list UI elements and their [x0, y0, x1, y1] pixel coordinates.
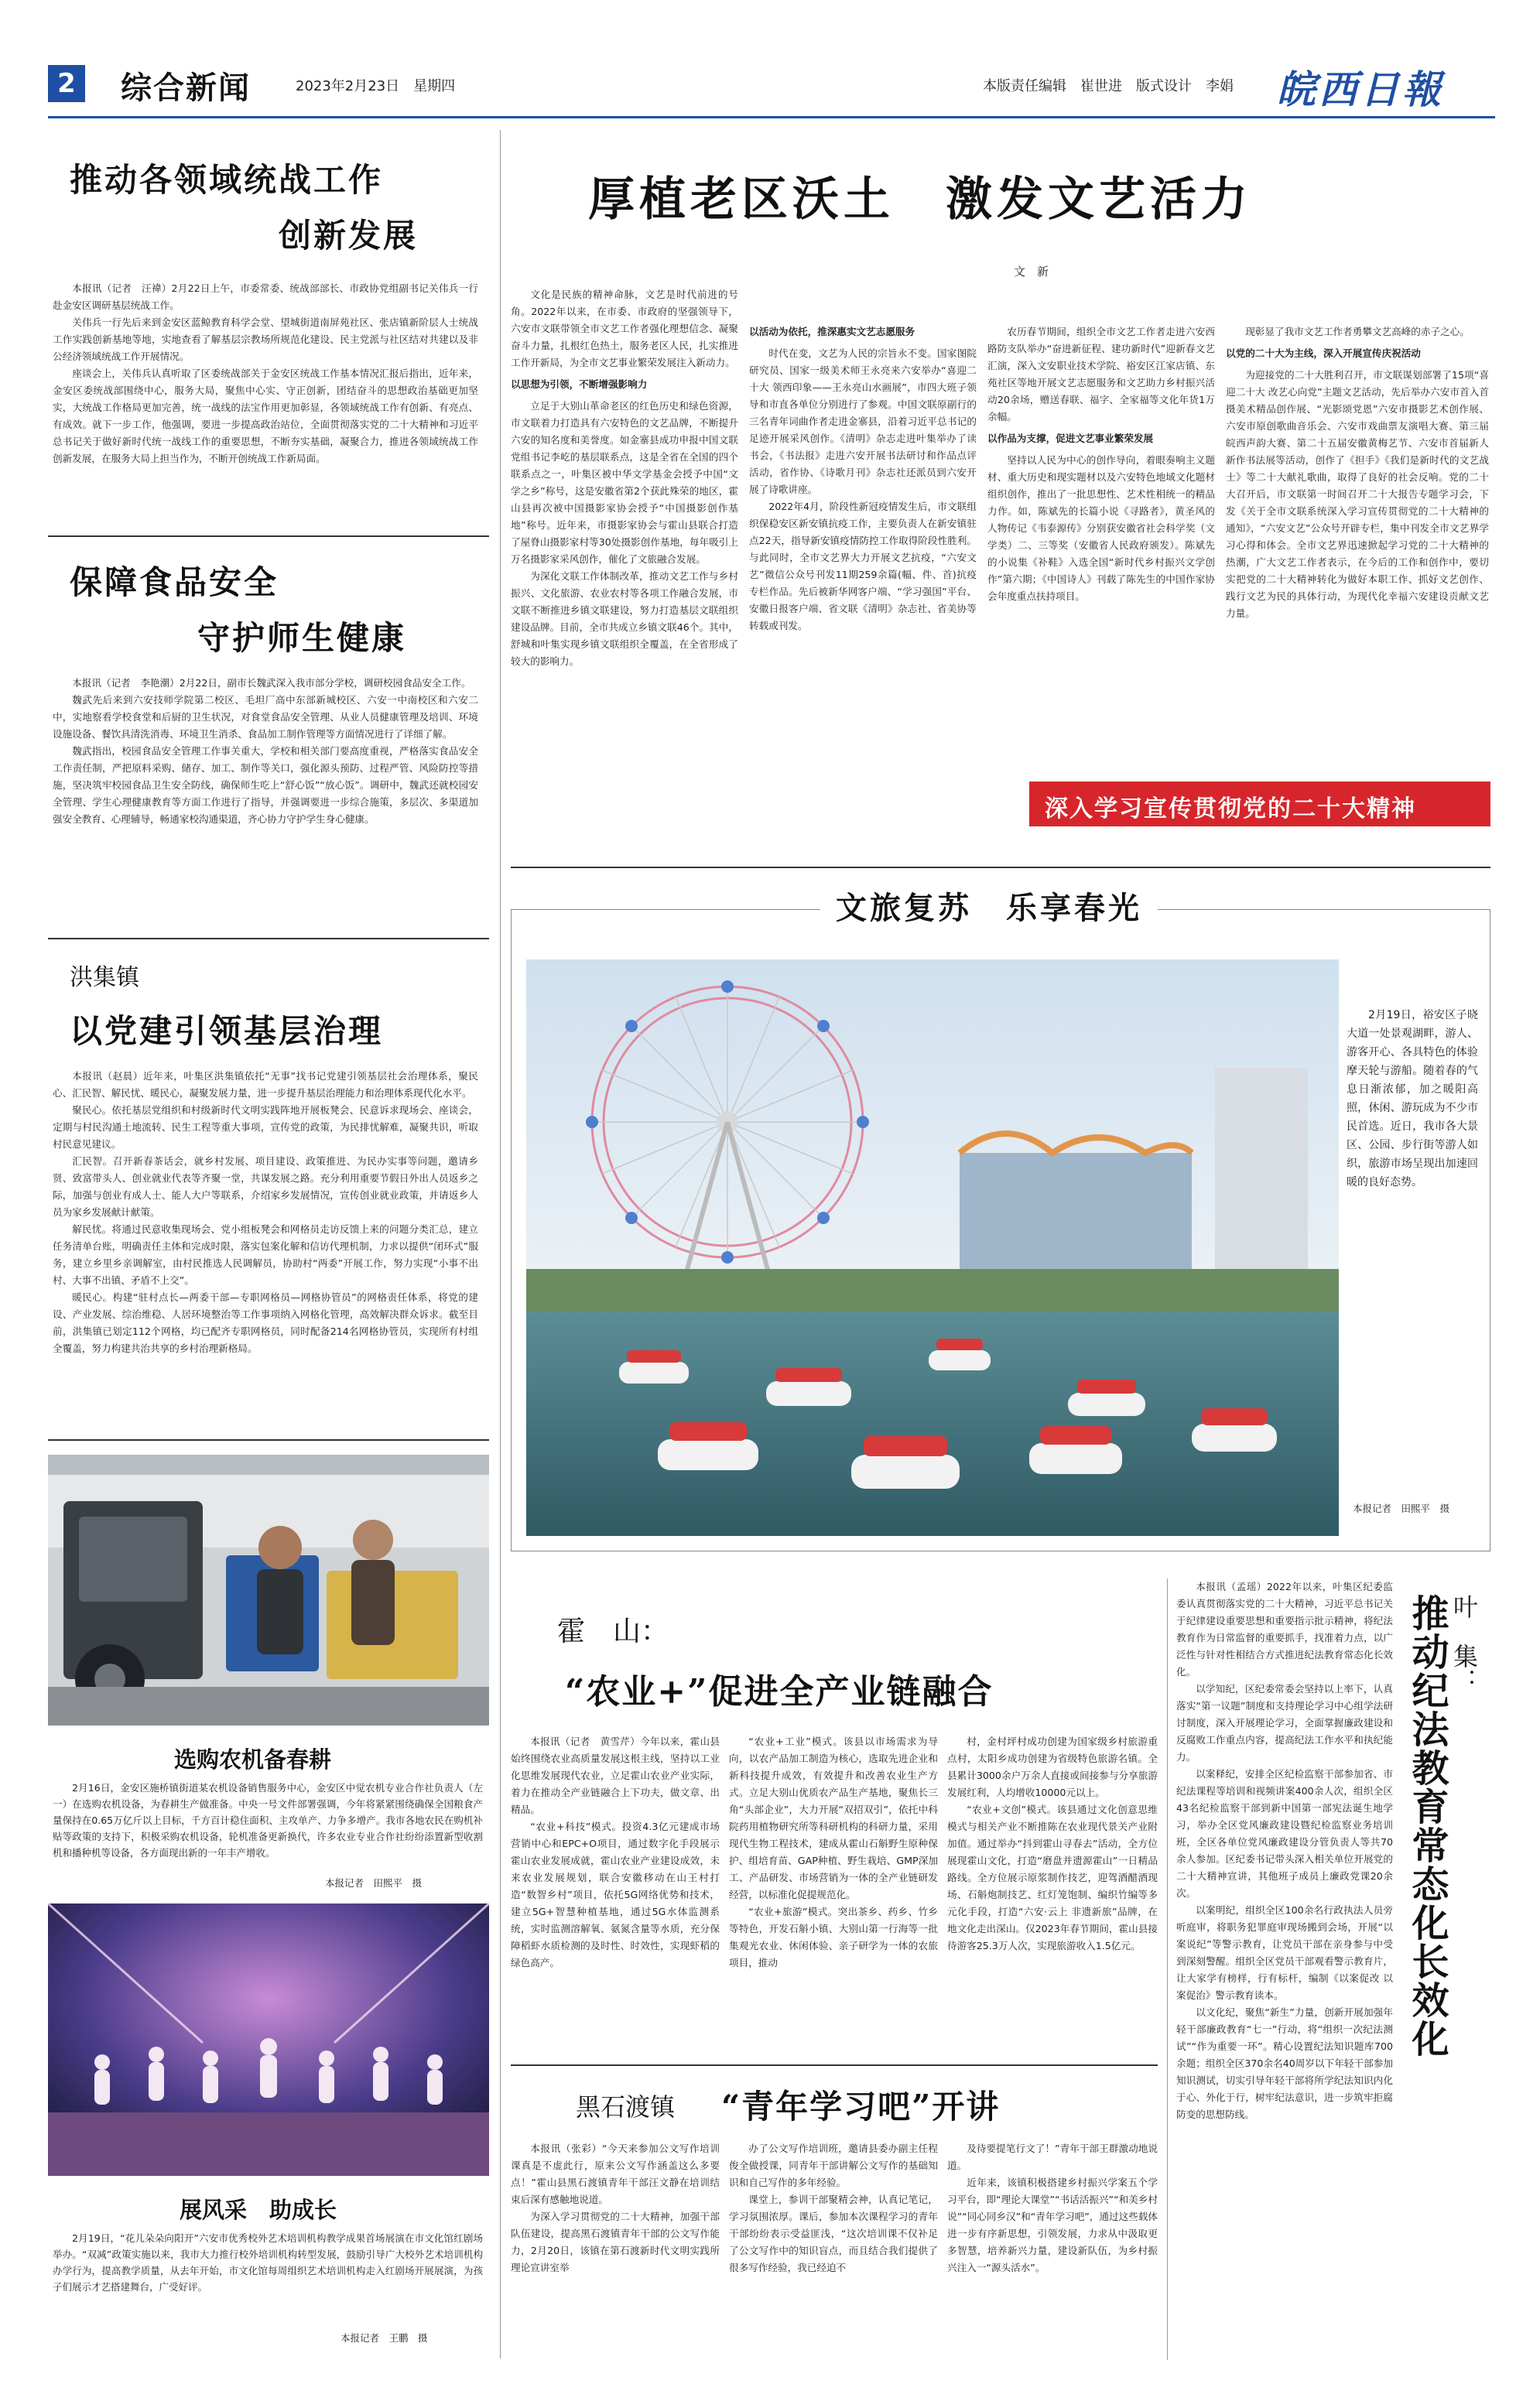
article-column-1: [511, 1733, 720, 2051]
paragraph: 本报讯（记者 李艳潮）2月22日，副市长魏武深入我市部分学校，调研校园食品安全工作。: [72, 677, 471, 689]
divider: [511, 867, 1490, 868]
paragraph: 文化是民族的精神命脉，文艺是时代前进的号角。2022年以来，在市委、市政府的坚强领导下，六安市文联带领全市文艺工作者强化理想信念、凝聚奋斗力量，扎根红色热土，服务老区人民，扎实推进工作开新局，为全市文艺事业繁荣发展注入新动力。: [511, 289, 738, 368]
photo-caption: 2月19日，“花儿朵朵向阳开”六安市优秀校外艺术培训机构教学成果首场展演在市文化馆红剧场举办。“双减”政策实施以来，我市大力推行校外培训机构转型发展，鼓励引导广大校外艺术培训机构办学行为，提高教学质量，从去年开始，市文化馆每周组织艺术培训机构走入红剧场开展展演，为孩子们展示才艺搭建舞台，广受好评。: [53, 2232, 483, 2293]
article-body: [53, 675, 478, 930]
photo-image: [48, 1903, 489, 2176]
page-editors: 本版责任编辑 崔世进 版式设计 李娟: [983, 78, 1234, 94]
article-column-3: [947, 1733, 1158, 2051]
farm-machinery-photo: [48, 1455, 489, 1726]
feature-title: 厚植老区沃土 激发文艺活力: [588, 173, 1252, 227]
feature-subhead: 以活动为依托，推深惠实文艺志愿服务: [749, 326, 915, 337]
feature-column-4: [1226, 323, 1489, 772]
paragraph: 关伟兵一行先后来到金安区蓝鲸教育科学会堂、望城街道南屏苑社区、张店镇新阶层人士统战工作实践创新基地等地，实地查看了解基层宗教场所规范化建设、民主党派与社区结对共建以及非公经济领域统战工作开展情况。: [53, 316, 478, 362]
paragraph: 本报讯（记者 黄雪芹）今年以来，霍山县始终围绕农业高质量发展这根主线，坚持以工业化思维发展现代农业，立足霍山农业产业实际，着力在推动全产业链融合上下功夫，做文章、出精品。: [511, 1736, 720, 1815]
ferris-wheel-photo: [526, 959, 1339, 1536]
paragraph: 为深化文联工作体制改革，推动文艺工作与乡村振兴、文化旅游、农业农村等各项工作融合发展，市文联不断推进乡镇文联建设，努力打造基层文联组织建设品牌。目前，全市共成立乡镇文联46个。其中，舒城和叶集实现乡镇文联组织全覆盖，在全省形成了较大的影响力。: [511, 570, 738, 667]
paragraph: 本报讯（赵晨）近年来，叶集区洪集镇依托“无事”找书记党建引领基层社会治理体系，聚民心、汇民智、解民忧、暖民心，凝聚发展力量，进一步提升基层治理能力和治理体系现代化水平。: [53, 1070, 478, 1099]
feature-column-3: [987, 323, 1215, 859]
paragraph: 2022年4月，阶段性新冠疫情发生后，市文联组织保稳安区新安镇抗疫工作，主要负责人在新安镇驻点22天，指导新安镇疫情防控工作取得阶段性胜利。与此同时，全市文艺界大力开展文艺抗疫，“六安文艺”微信公众号刊发11期259余篇(幅、件、首)抗疫专栏作品。先后被新华网客户端、“学习强国”平台、安徽日报客户端、省文联《清明》杂志社、省美协等转载或刊发。: [749, 501, 977, 631]
photo-title: 选购农机备春耕: [174, 1746, 332, 1773]
paragraph: 聚民心。依托基层党组织和村级新时代文明实践阵地开展板凳会、民意诉求现场会、座谈会，定期与村民沟通土地流转、民生工程等重大事项，宣传党的政策，为民排忧解难，凝聚共识，听取村民意见建议。: [53, 1104, 478, 1150]
divider: [48, 1439, 489, 1441]
paragraph: 立足于大别山革命老区的红色历史和绿色资源，市文联着力打造具有六安特色的文艺品牌，不断提升六安的知名度和美誉度。如金寨县成功申报中国文联党组书记李屹的基层联系点，这是全省在全国的四个联系点之一，叶集区被中华文学基金会授予中国“文学之乡”称号，这是安徽省第2个获此殊荣的地区，霍山县再次被中国摄影家协会授予“中国摄影创作基地”称号。近年来，市摄影家协会与霍山县联合打造了屋脊山摄影家村等30处摄影创作基地，每年吸引上万名摄影家采风创作，催化了文旅融合发展。: [511, 400, 738, 565]
column-divider: [1167, 1579, 1168, 2360]
article-body: [53, 1068, 478, 1425]
paragraph: 村，金村坪村成功创建为国家级乡村旅游重点村，太阳乡成功创建为省级特色旅游名镇。全县累计3000余户万余人直接或间接参与分享旅游发展红利，人均增收10000元以上。: [947, 1736, 1158, 1798]
photo-title: 展风采 助成长: [180, 2197, 337, 2223]
paragraph: 近年来，该镇积极搭建乡村振兴学案五个学习平台，即“理论大课堂”“书话活振兴”“和美乡村说”“同心同乡汉”和“青年学习吧”，通过这些载体进一步有序新思想，引领发展，力求从中汲取更多智慧，培养新兴力量，建设新队伍，为乡村振兴注入一“源头活水”。: [947, 2177, 1158, 2273]
feature-column-2: [749, 323, 977, 859]
paragraph: 座谈会上，关伟兵认真听取了区委统战部关于金安区统战工作基本情况汇报后指出，近年来，金安区委统战部围绕中心，服务大局，聚焦中心实、守正创新，团结奋斗的思想政治基础更加坚实，大统战工作格局更加完善，统一战线的法宝作用更加彰显，各领域统战工作有创新、有亮点、有成效。就下一步工作，他强调，要进一步提高政治站位，全面贯彻落实党的二十大精神和习近平总书记关于做好新时代统一战线工作的重要思想，不断夯实基础，凝聚合力，推进各领域统战工作创新发展，在服务大局上担当作为，不断开创统战工作新局面。: [53, 368, 478, 464]
photo-image: [48, 1455, 489, 1726]
photo-caption: 2月19日，裕安区子晓大道一处景观湖畔，游人、游客开心、各具特色的体验摩天轮与游船。随着春的气息日渐浓郁，加之暖阳高照，休闲、游玩成为不少市民首选。近日，我市各大景区、公园、步行街等游人如织，旅游市场呈现出加速回暖的良好态势。: [1347, 1009, 1478, 1189]
article-title: “青年学习吧”开讲: [721, 2088, 1001, 2126]
paragraph: 为迎接党的二十大胜利召开，市文联谋划部署了15项“喜迎二十大 改艺心向党”主题文艺活动，先后举办六安市首入首摄美术精品创作展、“光影颂党恩”六安市摄影艺术创作展、六安市原创歌曲音乐会、六安市戏曲票友演唱大赛、第三届皖西声韵大赛、第二十五届安徽黄梅艺节、六安市首届新人新作书法展等活动，创作了《担手》《我们是新时代的文艺战士》等二十大献礼歌曲，取得了良好的社会反响。党的二十大召开后，市文联第一时间召开二十大报告专题学习会，下发《关于全市文联系统深入学习宣传贯彻党的二十大精神的通知》，“六安文艺”公众号开辟专栏，集中刊发全市文艺界学习心得和体会。全市文艺界迅速掀起学习党的二十大精神的热潮，广大文艺工作者表示，在今后的工作和创作中，要切实把党的二十大精神转化为做好本职工作、抓好文艺创作、践行文艺为民的具体行动，为现代化幸福六安建设贡献文艺力量。: [1226, 369, 1489, 619]
feature-column-1: [511, 286, 738, 859]
column-divider: [500, 130, 501, 2358]
paragraph: 汇民智。召开新春茶话会，就乡村发展、项目建设、政策推进、为民办实事等问题，邀请乡贤、致富带头人、创业就业代表等齐聚一堂，共谋发展之路。充分利用重要节假日外出人员返乡之际，加强与创业有成人士、能人大户等联系，介绍家乡发展情况，宣传创业就业政策，并请返乡人员为家乡发展献计献策。: [53, 1155, 478, 1218]
photo-credit: 本报记者 王鹏 摄: [341, 2332, 428, 2344]
paragraph: “农业+工业”模式。该县以市场需求为导向，以农产品加工制造为核心，选取先进企业和新科技提升成效，有效提升和改善农业生产方式。立足大别山优质农产品生产基地，聚焦长三角“头部企业”，大力开展“双招双引”，依托中科院药用植物研究所等科研机构的科研力量，采用现代生物工程技术，建成从霍山石斛野生原种保护、组培育苗、GAP种植、野生栽培、GMP深加工、产品研发、市场营销为一体的全产业链研发经营，以标准化促提规范化。: [729, 1736, 938, 1900]
article-kicker: 霍 山：: [557, 1616, 669, 1647]
feature-subhead: 以党的二十大为主线，深入开展宣传庆祝活动: [1226, 347, 1421, 359]
paragraph: 时代在变，文艺为人民的宗旨永不变。国家图院研究员、国家一级美术师王永亮来六安举办“喜迎二十大 领西印象——王永亮山水画展”，市四大班子领导和市直各单位分别进行了参观。中国文联原副行的三名青年词曲作者走进金寨县，沿着习近平总书记的足迹开展采风创作。《清明》杂志走进叶集举办了读书会，《书法报》走进六安开展书法研讨和作品点评活动，省作协、《诗歌月刊》杂志社还派员到六安开展了诗歌讲座。: [749, 347, 977, 495]
section-title: 综合新闻: [121, 70, 251, 106]
photo-caption: 2月16日，金安区施桥镇街道某农机设备销售服务中心，金安区中觉农机专业合作社负责人（左一）在选购农机设备，为春耕生产做准备。中央一号文件部署强调，今年将紧紧围绕确保全国粮食产量保持在0.65万亿斤以上目标，千方百计稳住面积、主攻单产、力争多增产。我市各地农民在购机补贴等政策的支持下，积极采购农机设备，轮机准备更新换代，许多农业专业合作社纷纷添置新型收割机和播种机等设备，各方面现出新的一年丰产增收。: [53, 1782, 483, 1859]
paragraph: 坚持以人民为中心的创作导向，着眼奏响主义题材、重大历史和现实题材以及六安特色地域文化题材组织创作，推出了一批思想性、艺术性相统一的精品力作。如，陈斌先的长篇小说《寻路者》，黄圣风的人物传记《韦泰源传》分别获安徽省社会科学奖（文学类）二、三等奖（安徽省人民政府颁发）。陈斌先的小说集《补鞋》入选全国“新时代乡村振兴文学创作”第六期；《中国诗人》刊载了陈先生的中国作家协会年度重点扶持项目。: [987, 454, 1215, 602]
paragraph: 本报讯（张彩）“今天来参加公文写作培训课真是不虚此行，原来公文写作涵盖这么多要点！”霍山县黑石渡镇青年干部汪文静在培训结束后深有感触地说道。: [511, 2143, 720, 2205]
paragraph: 以学知纪，区纪委常委会坚持以上率下，认真落实“第一议题”制度和支持理论学习中心组学法研讨制度，深入开展理论学习，全面掌握廉政建设和反腐败工作重点内容，提高纪法工作水平和执纪能力。: [1176, 1683, 1393, 1763]
paragraph: 解民忧。将通过民意收集现场会、党小组板凳会和网格员走访反馈上来的问题分类汇总，建立任务清单台账，明确责任主体和完成时限，落实包案化解和信访代理机制，力求以提供“闭环式”服务，建立乡里乡亲调解室，由村民推选人民调解员，协助村“两委”开展工作，努力实现“小事不出村、大事不出镇、矛盾不上交”。: [53, 1223, 478, 1286]
article-column-3: [947, 2140, 1158, 2357]
feature-subhead: 以思想为引领，不断增强影响力: [511, 378, 648, 390]
paragraph: 课堂上，参训干部聚精会神，认真记笔记，学习氛围浓厚。课后，参加本次课程学习的青年干部纷纷表示受益匪浅，“这次培训课不仅补足了公文写作中的知识盲点，而且结合我们提供了很多写作经验，我已经迫不: [729, 2194, 938, 2273]
article-kicker: 黑石渡镇: [576, 2092, 676, 2122]
paragraph: 本报讯（记者 汪禕）2月22日上午，市委常委、统战部部长、市政协党组副书记关伟兵一行赴金安区调研基层统战工作。: [53, 282, 478, 311]
photo-image: [526, 959, 1339, 1536]
divider: [48, 938, 489, 939]
paragraph: 以案明纪，组织全区100余名行政执法人员旁听庭审，将职务犯罪庭审现场搬到会场，开展“以案说纪”等警示教育，让党员干部在亲身参与中受到深刻警醒。组织全区党员干部观看警示教育片，让大家学有榜样，行有标杆，编制《以案促改 以案促治》警示教育读本。: [1176, 1904, 1393, 2001]
article-title-line2: 创新发展: [279, 217, 419, 255]
article-kicker: 叶 集：: [1449, 1594, 1479, 1693]
feature-byline: 文 新: [1014, 265, 1049, 279]
paragraph: “农业+科技”模式。投资4.3亿元建成市场营销中心和EPC+O项目，通过数字化手段展示霍山农业发展成就，霍山农业产业建设成效，未来农业发展规划，联合安徽移动在山王村打造“数智乡村”项目，依托5G网络优势和技术，建立5G+智慧种植基地，通过5G水体监测系统，实时监测溶解氧、氨氮含量等水质，充分保障稻虾水质检测的及时性、时效性，实现虾稻的绿色高产。: [511, 1821, 720, 1968]
article-kicker: 洪集镇: [70, 964, 139, 991]
paragraph: 以文化纪，聚焦“新生”力量，创新开展加强年轻干部廉政教育“七一”行动，将“组织一次纪法测试”“作为重要一环”。精心设置纪法知识题库700余题；组织全区370余名40周岁以下年轻干部参加知识测试，切实引导年轻干部将所学纪法知识内化于心、外化于行，树牢纪法意识，进一步筑牢拒腐防变的思想防线。: [1176, 2006, 1393, 2120]
feature-subhead: 以作品为支撑，促进文艺事业繁荣发展: [987, 433, 1154, 444]
article-title: 以党建引领基层治理: [70, 1012, 384, 1050]
newspaper-logo: 皖西日報: [1277, 67, 1444, 112]
article-body: [53, 280, 478, 528]
masthead-rule: [48, 116, 1495, 118]
paragraph: 为深入学习贯彻党的二十大精神，加强干部队伍建设，提高黑石渡镇青年干部的公文写作能力，2月20日，该镇在第石渡新时代文明实践所理论宣讲室举: [511, 2211, 720, 2273]
divider: [511, 2064, 1158, 2066]
article-column-2: [729, 2140, 938, 2357]
paragraph: 现彰显了我市文艺工作者勇攀文艺高峰的赤子之心。: [1245, 326, 1470, 337]
paragraph: 魏武指出，校园食品安全管理工作事关重大，学校和相关部门要高度重视，严格落实食品安全工作责任制，严把原料采购、储存、加工、制作等关口，强化源头预防、过程严管、风险防控等措施，坚决筑牢校园食品卫生安全防线，确保师生吃上“舒心饭”“放心饭”。调研中，魏武还就校园安全管理、学生心理健康教育等方面工作进行了指导，并强调要进一步综合施策，多层次、多渠道加强安全教育、心理辅导，畅通家校沟通渠道，齐心协力守护学生身心健康。: [53, 745, 478, 825]
banner-text: 深入学习宣传贯彻党的二十大精神: [1045, 795, 1416, 823]
article-column-2: [729, 1733, 938, 2051]
paragraph: “农业+文创”模式。该县通过文化创意思维模式与相关产业不断推陈在农业现代景关产业附加值。通过举办“抖到霍山寻春去”活动，全方位展现霍山文化，打造“磨盘并遗源霍山”一日精品路线。全方位展示原浆制作技艺，迎驾酒醋酒现场、石斛炮制技艺、红灯笼饱制、编织竹编等多元化手段，打造“六安·云上 非遗新旅”品牌，在地文化走出深山。仅2023年春节期间，霍山县接待游客25.3万人次，实现旅游收入1.5亿元。: [947, 1804, 1158, 1951]
divider: [48, 535, 489, 537]
issue-date: 2023年2月23日 星期四: [296, 78, 456, 94]
article-column-1: [511, 2140, 720, 2357]
article-title-line2: 守护师生健康: [197, 619, 407, 657]
paragraph: 以案释纪，安排全区纪检监察干部参加省、市纪法课程等培训和视频讲案400余人次，组织全区43名纪检监察干部到新中国第一部宪法诞生地学习，举办全区党风廉政建设暨纪检监察业务培训班，全区各单位党风廉政建设分管负责人等共70余人参加。区纪委书记带头深入相关单位开展党的二十大精神宣讲，其他班子成员上廉政党课20余次。: [1176, 1768, 1393, 1899]
performance-photo: [48, 1903, 489, 2176]
paragraph: 本报讯（孟瑶）2022年以来，叶集区纪委监委认真贯彻落实党的二十大精神，习近平总书记关于纪律建设重要思想和重要指示批示精神，将纪法教育作为日常监督的重要抓手，找准着力点，以广泛性与针对性相结合方式推进纪法教育常态化长效化。: [1176, 1581, 1393, 1678]
article-title: “农业+”促进全产业链融合: [565, 1672, 994, 1712]
paragraph: “农业+旅游”模式。突出茶乡、药乡、竹乡等特色，开发石斛小镇、大别山第一行海等一批集观光农业、休闲体验、亲子研学为一体的农旅项目，推动: [729, 1906, 938, 1968]
article-title: 推动纪法教育常态化长效化: [1405, 1594, 1449, 2058]
paragraph: 魏武先后来到六安技师学院第二校区、毛坦厂高中东部新城校区、六安一中南校区和六安二中，实地察看学校食堂和后厨的卫生状况，对食堂食品安全管理、从业人员健康管理及培训、环境设施设备、餐饮具清洗消毒、环境卫生消杀、食品加工制作管理等方面情况进行了详细了解。: [53, 694, 478, 740]
paragraph: 及待要提笔行文了！”青年干部王群激动地说道。: [947, 2143, 1158, 2171]
photo-credit: 本报记者 田熙平 摄: [325, 1877, 423, 1889]
article-title: 推动各领域统战工作: [70, 161, 384, 199]
paragraph: 农历春节期间，组织全市文艺工作者走进六安西路防支队举办“奋进新征程、建功新时代”迎新春文艺汇演，深入文安职业技术学院、裕安区江家店镇、东苑社区等地开展文艺志愿服务和文艺助力乡村振兴活动20余场，赠送春联、福字、全家福等文化年货1万余幅。: [987, 326, 1215, 422]
article-body: [1176, 1579, 1393, 2352]
photo-title: 文旅复苏 乐享春光: [820, 884, 1158, 928]
page-number-badge: 2: [48, 65, 85, 102]
paragraph: 暖民心。构建“驻村点长—两委干部—专职网格员—网格协管员”的网格责任体系，将党的建设、产业发展、综治维稳、人居环境整治等工作事项纳入网格化管理，高效解决群众诉求。截至目前，洪集镇已划定112个网格，均已配齐专职网格员，同时配备214名网格协管员，实现所有村组全覆盖，努力构建共治共享的乡村治理新格局。: [53, 1291, 478, 1354]
article-title: 保障食品安全: [70, 563, 279, 601]
paragraph: 办了公文写作培训班，邀请县委办副主任程俊全做授课，同青年干部讲解公文写作的基础知识和自己写作的多年经验。: [729, 2143, 938, 2188]
photo-credit: 本报记者 田熙平 摄: [1353, 1503, 1450, 1514]
